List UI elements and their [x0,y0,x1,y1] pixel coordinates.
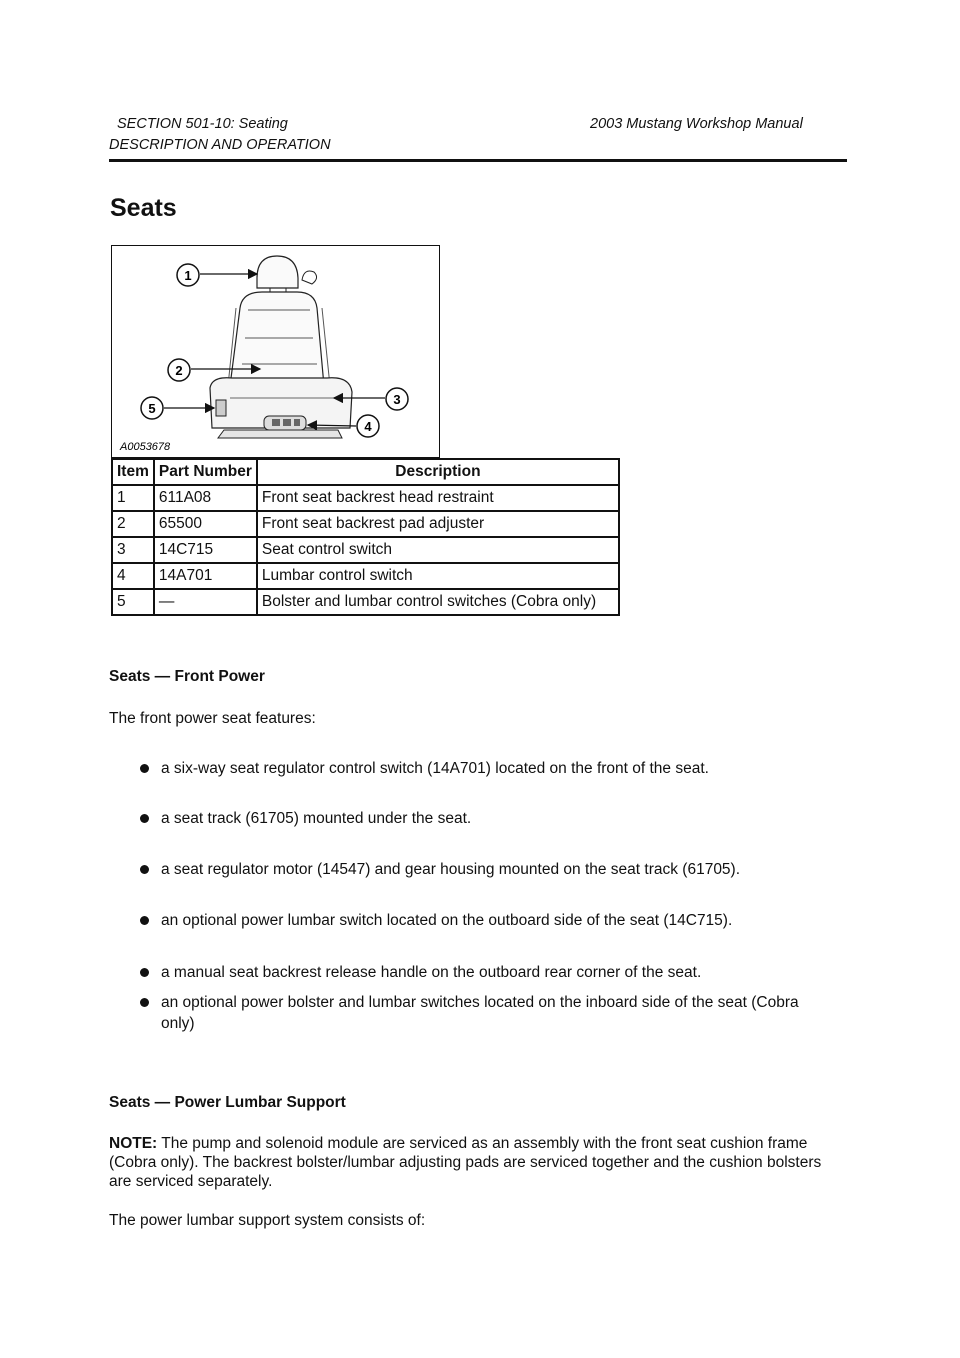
bullet-icon [140,814,149,823]
bullet-icon [140,916,149,925]
parts-table [111,458,620,616]
description-cell: Seat control switch [257,537,619,563]
item-cell: 4 [112,563,154,589]
part-number-cell: 14A701 [154,563,257,589]
description-cell: Lumbar control switch [257,563,619,589]
header-part-number: Part Number [154,459,257,485]
list-item [140,859,840,880]
header-rule [109,159,847,162]
description-cell: Bolster and lumbar control switches (Cobra only) [257,589,619,615]
item-cell: 3 [112,537,154,563]
bullet-icon [140,998,149,1007]
seat-illustration [111,245,440,458]
callout-4: 4 [364,419,372,434]
header-item: Item [112,459,154,485]
table-row [112,563,619,589]
callout-2: 2 [175,363,183,378]
list-item [140,758,840,779]
part-number-cell: 65500 [154,511,257,537]
note-text: The pump and solenoid module are serviced as an assembly with the front seat cushion frame (Cobra only). The backrest bolster/lumbar adjusting pads are serviced together and the cushion bolsters are serviced separately. [109,1135,822,1190]
table-row [112,589,619,615]
table-header-row [112,459,619,485]
list-item-text: a seat regulator motor (14547) and gear housing mounted on the seat track (61705). [161,861,741,878]
list-item-text: a manual seat backrest release handle on the outboard rear corner of the seat. [161,964,702,981]
table-row [112,511,619,537]
page-title: Seats [110,194,177,222]
list-item-text: a seat track (61705) mounted under the seat. [161,810,472,827]
header-description: Description [257,459,619,485]
section-subtitle: DESCRIPTION AND OPERATION [109,137,331,153]
list-item [140,808,840,829]
list-item [140,962,840,983]
front-power-intro: The front power seat features: [109,710,316,727]
bullet-icon [140,968,149,977]
list-item-text: a six-way seat regulator control switch (14A701) located on the front of the seat. [161,760,709,777]
front-power-heading: Seats — Front Power [109,668,265,685]
part-number-cell: 14C715 [154,537,257,563]
section-header: SECTION 501-10: Seating [117,116,288,132]
figure-id: A0053678 [120,441,171,453]
part-number-cell: 611A08 [154,485,257,511]
bullet-icon [140,764,149,773]
list-item-text: an optional power lumbar switch located on the outboard side of the seat (14C715). [161,912,733,929]
lumbar-intro: The power lumbar support system consists of: [109,1212,426,1229]
table-row [112,537,619,563]
list-item-text: an optional power bolster and lumbar switches located on the inboard side of the seat (Cobra only) [161,994,799,1032]
description-cell: Front seat backrest head restraint [257,485,619,511]
item-cell: 2 [112,511,154,537]
note-label: NOTE: [109,1135,158,1152]
callout-5: 5 [148,401,156,416]
manual-title: 2003 Mustang Workshop Manual [590,116,803,132]
list-item [140,992,830,1034]
table-row [112,485,619,511]
item-cell: 1 [112,485,154,511]
list-item [140,910,840,931]
bullet-icon [140,865,149,874]
part-number-cell: — [154,589,257,615]
callout-1: 1 [184,268,192,283]
callout-3: 3 [393,392,401,407]
lumbar-heading: Seats — Power Lumbar Support [109,1094,346,1111]
description-cell: Front seat backrest pad adjuster [257,511,619,537]
note-paragraph [109,1134,844,1191]
item-cell: 5 [112,589,154,615]
